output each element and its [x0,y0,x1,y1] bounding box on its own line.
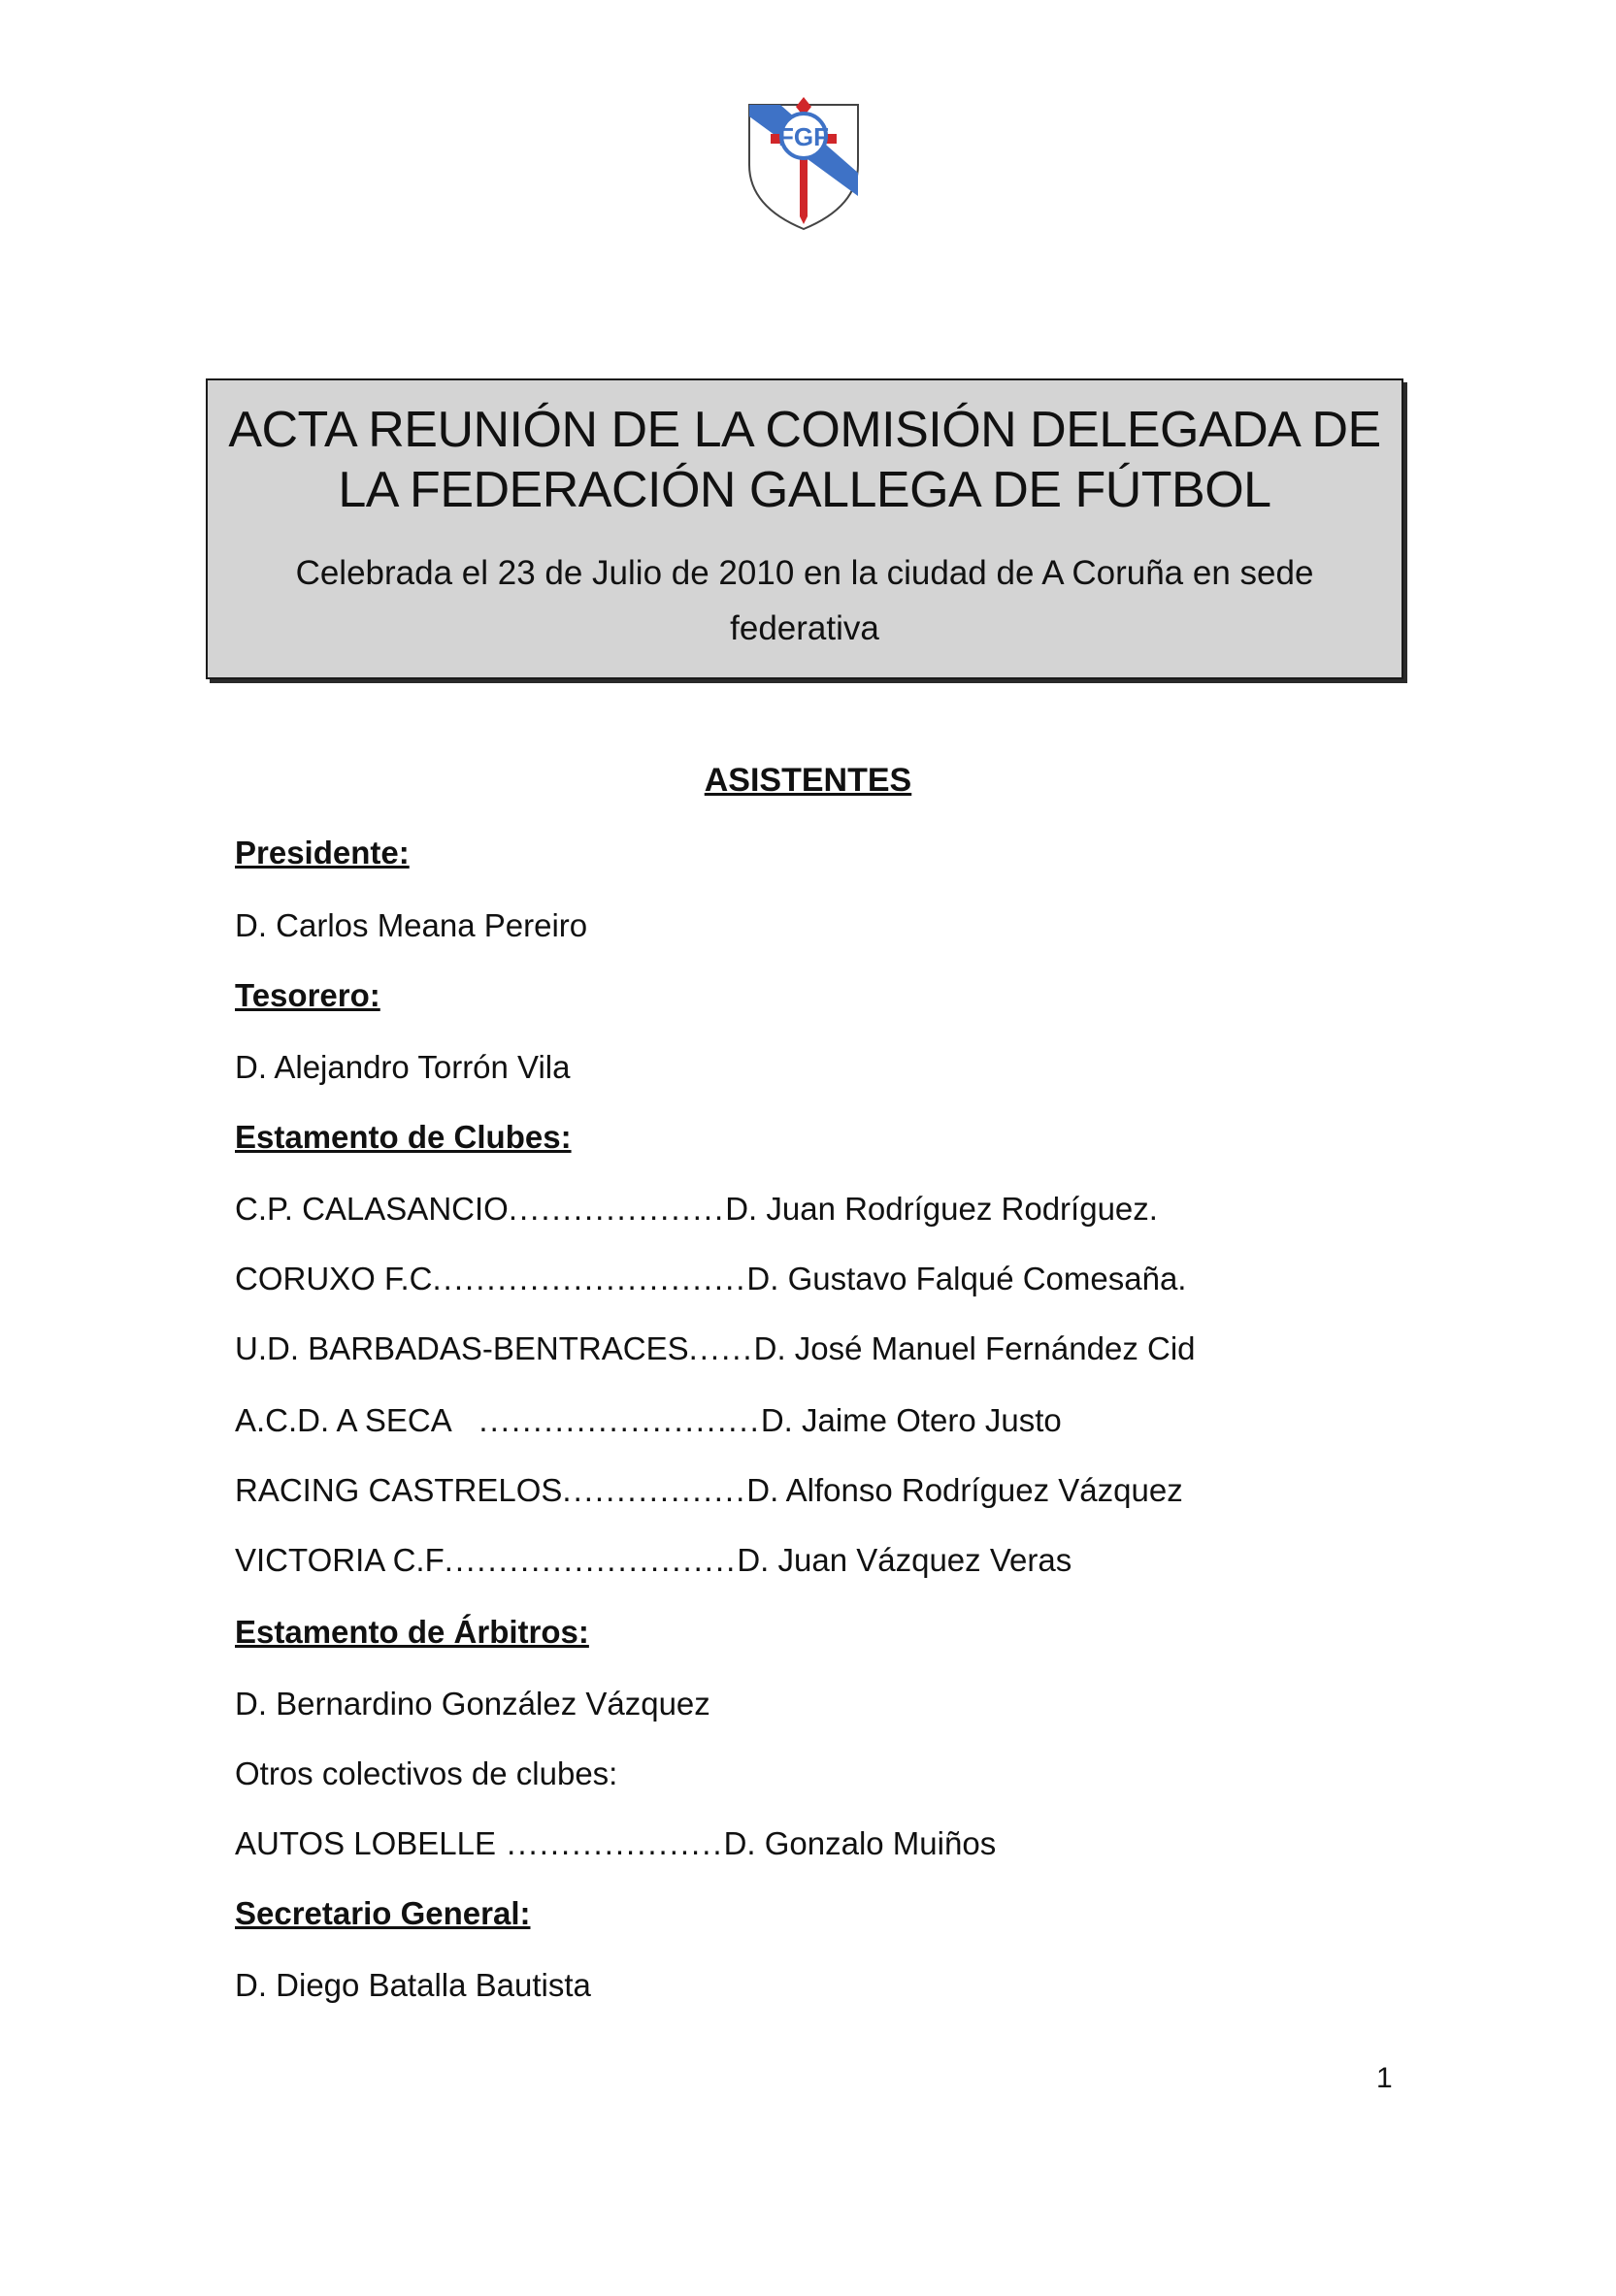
club-row [235,1402,1062,1439]
title-box [206,378,1403,679]
leader-dots: ........................... [444,1542,738,1578]
club-row [235,1825,996,1862]
club-row [235,1261,1186,1297]
secretary-name: D. Diego Batalla Bautista [235,1967,591,2003]
club-representative: D. José Manuel Fernández Cid [753,1330,1196,1366]
document-title: ACTA REUNIÓN DE LA COMISIÓN DELEGADA DE LA FEDERACIÓN GALLEGA DE FÚTBOL [228,402,1381,518]
club-name: AUTOS LOBELLE [235,1825,497,1861]
club-row [235,1472,1183,1509]
leader-dots: ............................. [432,1261,747,1296]
leader-dots: ...... [688,1330,754,1366]
club-row [235,1191,1158,1228]
president-name: D. Carlos Meana Pereiro [235,907,588,943]
club-representative: D. Jaime Otero Justo [760,1402,1062,1438]
club-row [235,1330,1196,1367]
leader-dots: .................... [508,1191,726,1227]
club-representative: D. Alfonso Rodríguez Vázquez [746,1472,1183,1508]
club-representative: D. Juan Rodríguez Rodríguez. [725,1191,1158,1227]
president-label: Presidente: [235,835,410,870]
others-label: Otros colectivos de clubes: [235,1755,618,1791]
club-name: A.C.D. A SECA [235,1402,469,1438]
club-representative: D. Gustavo Falqué Comesaña. [746,1261,1187,1296]
treasurer-label: Tesorero: [235,977,380,1013]
club-name: RACING CASTRELOS [235,1472,563,1508]
club-representative: D. Juan Vázquez Veras [737,1542,1072,1578]
secretary-label: Secretario General: [235,1895,531,1931]
club-name: VICTORIA C.F [235,1542,445,1578]
leader-dots: .......................... [468,1402,761,1438]
club-name: CORUXO F.C [235,1261,433,1296]
referees-label: Estamento de Árbitros: [235,1614,589,1650]
page-number: 1 [1376,2062,1393,2094]
club-row [235,1542,1072,1579]
fgf-crest-logo [742,95,866,231]
attendees-heading: ASISTENTES [704,762,912,799]
treasurer-name: D. Alejandro Torrón Vila [235,1049,571,1085]
club-representative: D. Gonzalo Muiños [723,1825,997,1861]
club-name: U.D. BARBADAS-BENTRACES [235,1330,689,1366]
leader-dots: .................... [496,1825,724,1861]
document-subtitle: Celebrada el 23 de Julio de 2010 en la ciudad de A Coruña en sede federativa [295,554,1314,647]
clubs-label: Estamento de Clubes: [235,1119,572,1155]
club-name: C.P. CALASANCIO [235,1191,509,1227]
referee-name: D. Bernardino González Vázquez [235,1686,710,1722]
logo-monogram: FGF [778,122,829,151]
leader-dots: ................. [562,1472,747,1508]
